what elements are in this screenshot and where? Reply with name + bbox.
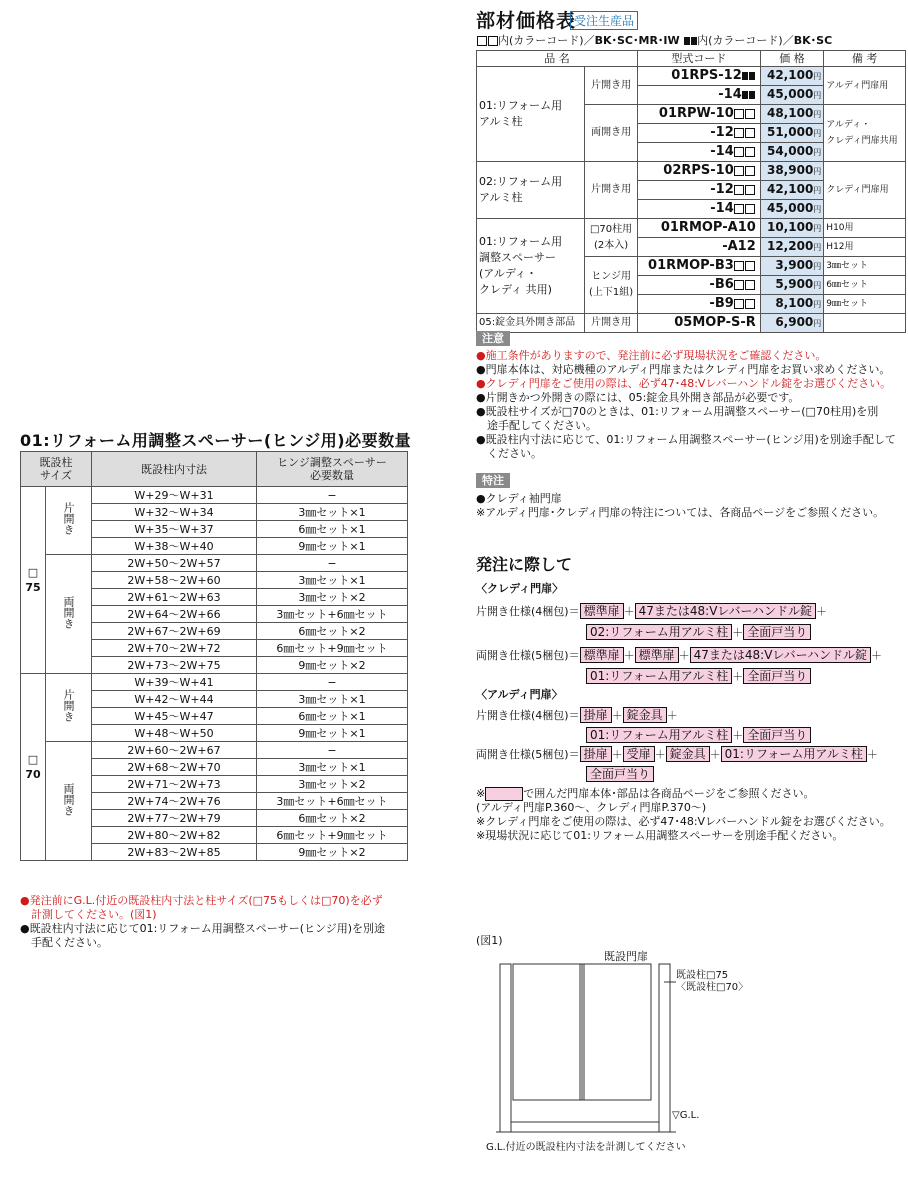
post-size: □ 70: [21, 674, 46, 861]
spacer-footnotes: [20, 894, 385, 950]
spacer-quantity: 9㎜セット×2: [257, 657, 408, 674]
remark: 9㎜セット: [824, 295, 906, 314]
product-name: 01:リフォーム用 アルミ柱: [477, 67, 585, 162]
caution-item: ください。: [476, 447, 542, 460]
price: 10,100円: [760, 219, 824, 238]
order-notes: ※ で囲んだ門扉本体･部品は各商品ページをご参照ください。 (アルディ門扉P.360〜、クレディ門扉P.370〜) ※クレディ門扉をご使用の際は、必ず47･48:Vレバーハンドル錠をお選びください。 ※現場状況に応じて01:リフォーム用調整スペーサーを別途手配ください。: [476, 787, 891, 842]
post-size-label: 既設柱□75 〈既設柱□70〉: [676, 970, 749, 993]
inner-dimension: W+29〜W+31: [92, 487, 257, 504]
open-type: [46, 674, 92, 742]
credi-single-spec: 片開き仕様(4梱包)＝ 標準扉 ＋ 47または48:Vレバーハンドル錠 ＋: [476, 604, 827, 618]
pink-box-sample: [485, 787, 523, 801]
header-name: 品 名: [477, 51, 638, 67]
price: 42,100円: [760, 181, 824, 200]
special-item: ●クレディ袖門扉: [476, 492, 562, 505]
black-mark-icon: [742, 91, 748, 99]
parts-row: [477, 314, 906, 333]
price: 8,100円: [760, 295, 824, 314]
model-code: -12: [637, 181, 760, 200]
special-item: ※アルディ門扉･クレディ門扉の特注については、各商品ページをご参照ください。: [476, 506, 885, 519]
square-mark-icon: [745, 280, 755, 290]
inner-dimension: 2W+83〜2W+85: [92, 844, 257, 861]
spacer-quantity: 3㎜セット×1: [257, 691, 408, 708]
yen-unit: 円: [813, 72, 822, 81]
spacer-quantity: 9㎜セット×2: [257, 844, 408, 861]
product-name: 02:リフォーム用 アルミ柱: [477, 162, 585, 219]
inner-dimension: W+48〜W+50: [92, 725, 257, 742]
price: 45,000円: [760, 86, 824, 105]
gl-label: ▽G.L.: [672, 1110, 700, 1121]
yen-unit: 円: [813, 262, 822, 271]
price: 42,100円: [760, 67, 824, 86]
yen-unit: 円: [813, 319, 822, 328]
spacer-row: [21, 555, 408, 572]
caution-list: [476, 349, 896, 461]
square-mark-icon: [745, 299, 755, 309]
price: 6,900円: [760, 314, 824, 333]
black-mark-icon: [749, 72, 755, 80]
inner-dimension: W+39〜W+41: [92, 674, 257, 691]
square-mark-icon: [734, 280, 744, 290]
caution-item: 途手配してください。: [476, 419, 597, 432]
caution-item: ●施工条件がありますので、発注前に必ず現場状況をご確認ください。: [476, 349, 827, 362]
open-type: [46, 742, 92, 861]
spacer-quantity: 6㎜セット×1: [257, 708, 408, 725]
inner-dimension: W+35〜W+37: [92, 521, 257, 538]
inner-dimension: 2W+73〜2W+75: [92, 657, 257, 674]
square-mark-icon: [734, 261, 744, 271]
spacer-foot-item: 計測してください。(図1): [20, 908, 157, 921]
square-mark-icon: [745, 147, 755, 157]
header-inner-dim: 既設柱内寸法: [92, 452, 257, 487]
header-price: 価 格: [760, 51, 824, 67]
square-mark-icon: [477, 36, 487, 46]
price: 51,000円: [760, 124, 824, 143]
product-sub: 片開き用: [585, 314, 638, 333]
model-code: 01RPS-12: [637, 67, 760, 86]
inner-dimension: 2W+58〜2W+60: [92, 572, 257, 589]
yen-unit: 円: [813, 110, 822, 119]
square-mark-icon: [488, 36, 498, 46]
figure-label: (図1): [476, 934, 503, 947]
yen-unit: 円: [813, 186, 822, 195]
parts-table-title: 部材価格表: [476, 10, 577, 32]
model-code: -12: [637, 124, 760, 143]
remark: 3㎜セット: [824, 257, 906, 276]
open-type-label: 両開き: [62, 595, 75, 629]
spacer-foot-item: ●既設柱内寸法に応じて01:リフォーム用調整スペーサー(ヒンジ用)を別途: [20, 922, 386, 935]
spacer-quantity: −: [257, 487, 408, 504]
credi-double-spec: 両開き仕様(5梱包)＝ 標準扉 ＋ 標準扉 ＋ 47または48:Vレバーハンドル錠 ＋: [476, 648, 882, 662]
spacer-quantity: −: [257, 555, 408, 572]
spacer-quantity: 6㎜セット×1: [257, 521, 408, 538]
header-post-size: 既設柱 サイズ: [21, 452, 92, 487]
square-mark-icon: [745, 185, 755, 195]
square-mark-icon: [745, 166, 755, 176]
price: 48,100円: [760, 105, 824, 124]
spacer-quantity: 3㎜セット×1: [257, 504, 408, 521]
caution-item: ●既設柱内寸法に応じて、01:リフォーム用調整スペーサー(ヒンジ用)を別途手配して: [476, 433, 896, 446]
open-type: [46, 487, 92, 555]
price: 38,900円: [760, 162, 824, 181]
square-mark-icon: [745, 128, 755, 138]
caution-item: ●既設柱サイズが□70のときは、01:リフォーム用調整スペーサー(□70柱用)を別: [476, 405, 879, 418]
yen-unit: 円: [813, 167, 822, 176]
ardi-heading: 〈アルディ門扉〉: [476, 688, 563, 701]
spacer-quantity: 3㎜セット+6㎜セット: [257, 606, 408, 623]
yen-unit: 円: [813, 300, 822, 309]
spacer-quantity: 3㎜セット×1: [257, 759, 408, 776]
square-mark-icon: [734, 128, 744, 138]
spacer-quantity-table: [20, 451, 408, 861]
spacer-table-title: 01:リフォーム用調整スペーサー(ヒンジ用)必要数量: [20, 431, 412, 450]
inner-dimension: 2W+80〜2W+82: [92, 827, 257, 844]
open-type-label: 片開き: [62, 689, 75, 722]
model-code: 02RPS-10: [637, 162, 760, 181]
caution-item: ●門扉本体は、対応機種のアルディ門扉またはクレディ門扉をお買い求めください。: [476, 363, 891, 376]
price: 5,900円: [760, 276, 824, 295]
yen-unit: 円: [813, 91, 822, 100]
product-sub: □70柱用 (2本入): [585, 219, 638, 257]
color-code-note: 内(カラーコード)／BK･SC･MR･IW 内(カラーコード)／BK･SC: [476, 32, 832, 48]
special-order-label: 特注: [476, 472, 510, 488]
inner-dimension: W+42〜W+44: [92, 691, 257, 708]
product-sub: 片開き用: [585, 162, 638, 219]
square-mark-icon: [734, 204, 744, 214]
spacer-quantity: 3㎜セット×2: [257, 776, 408, 793]
model-code: 01RMOP-A10: [637, 219, 760, 238]
spacer-quantity: 6㎜セット+9㎜セット: [257, 827, 408, 844]
credi-double-spec-cont: 01:リフォーム用アルミ柱 ＋ 全面戸当り: [586, 667, 811, 684]
open-type-label: 両開き: [62, 782, 75, 816]
header-spacer-qty: ヒンジ調整スペーサー 必要数量: [257, 452, 408, 487]
spacer-foot-item: ●発注前にG.L.付近の既設柱内寸法と柱サイズ(□75もしくは□70)を必ず: [20, 894, 383, 907]
product-sub: 両開き用: [585, 105, 638, 162]
square-mark-icon: [745, 204, 755, 214]
inner-dimension: W+38〜W+40: [92, 538, 257, 555]
inner-dimension: 2W+64〜2W+66: [92, 606, 257, 623]
square-mark-icon: [734, 185, 744, 195]
spacer-quantity: 6㎜セット×2: [257, 810, 408, 827]
open-type: [46, 555, 92, 674]
parts-row: [477, 219, 906, 238]
model-code: -14: [637, 200, 760, 219]
remark: H10用: [824, 219, 906, 238]
special-order-list: [476, 492, 884, 520]
open-type-label: 片開き: [62, 502, 75, 535]
yen-unit: 円: [813, 205, 822, 214]
caution-item: ●クレディ門扉をご使用の際は、必ず47･48:Vレバーハンドル錠をお選びください。: [476, 377, 892, 390]
yen-unit: 円: [813, 129, 822, 138]
spacer-quantity: 6㎜セット×2: [257, 623, 408, 640]
spacer-quantity: 9㎜セット×1: [257, 538, 408, 555]
caution-label: 注意: [476, 330, 510, 346]
product-sub: ヒンジ用 (上下1組): [585, 257, 638, 314]
remark: [824, 314, 906, 333]
inner-dimension: W+32〜W+34: [92, 504, 257, 521]
inner-dimension: 2W+70〜2W+72: [92, 640, 257, 657]
remark: アルディ・ クレディ門扉共用: [824, 105, 906, 162]
spacer-foot-item: 手配ください。: [20, 936, 108, 949]
yen-unit: 円: [813, 281, 822, 290]
credi-single-spec-cont: 02:リフォーム用アルミ柱 ＋ 全面戸当り: [586, 623, 811, 640]
price: 12,200円: [760, 238, 824, 257]
product-sub: 片開き用: [585, 67, 638, 105]
credi-heading: 〈クレディ門扉〉: [476, 582, 564, 595]
spacer-quantity: 6㎜セット+9㎜セット: [257, 640, 408, 657]
square-mark-icon: [745, 109, 755, 119]
model-code: -A12: [637, 238, 760, 257]
product-name: 05:錠金具外開き部品: [477, 314, 585, 333]
header-code: 型式コード: [637, 51, 760, 67]
spacer-row: [21, 674, 408, 691]
product-name: 01:リフォーム用 調整スペーサー (アルディ・ クレディ 共用): [477, 219, 585, 314]
header-note: 備 考: [824, 51, 906, 67]
caution-item: ●片開きかつ外開きの際には、05:錠金具外開き部品が必要です。: [476, 391, 800, 404]
ardi-single-spec-cont: 01:リフォーム用アルミ柱 ＋ 全面戸当り: [586, 726, 811, 743]
spacer-quantity: −: [257, 742, 408, 759]
square-mark-icon: [734, 299, 744, 309]
square-mark-icon: [734, 147, 744, 157]
spacer-quantity: −: [257, 674, 408, 691]
remark: アルディ門扉用: [824, 67, 906, 105]
inner-dimension: 2W+50〜2W+57: [92, 555, 257, 572]
square-mark-icon: [734, 166, 744, 176]
remark: H12用: [824, 238, 906, 257]
parts-price-table: [476, 50, 906, 333]
black-mark-icon: [691, 37, 697, 45]
spacer-row: [21, 742, 408, 759]
existing-door-label: 既設門扉: [604, 950, 648, 963]
spacer-quantity: 3㎜セット×2: [257, 589, 408, 606]
inner-dimension: 2W+71〜2W+73: [92, 776, 257, 793]
remark: 6㎜セット: [824, 276, 906, 295]
inner-dimension: 2W+77〜2W+79: [92, 810, 257, 827]
black-mark-icon: [684, 37, 690, 45]
inner-dimension: W+45〜W+47: [92, 708, 257, 725]
spacer-quantity: 3㎜セット×1: [257, 572, 408, 589]
inner-dimension: 2W+60〜2W+67: [92, 742, 257, 759]
black-mark-icon: [749, 91, 755, 99]
parts-row: [477, 162, 906, 181]
post-size: □ 75: [21, 487, 46, 674]
yen-unit: 円: [813, 243, 822, 252]
inner-dimension: 2W+68〜2W+70: [92, 759, 257, 776]
price: 45,000円: [760, 200, 824, 219]
inner-dimension: 2W+67〜2W+69: [92, 623, 257, 640]
spacer-quantity: 3㎜セット+6㎜セット: [257, 793, 408, 810]
ardi-single-spec: 片開き仕様(4梱包)＝ 掛扉 ＋ 錠金具 ＋: [476, 708, 678, 722]
ardi-double-spec: 両開き仕様(5梱包)＝ 掛扉 ＋ 受扉 ＋ 錠金具 ＋ 01:リフォーム用アルミ柱 ＋: [476, 747, 878, 761]
inner-dimension: 2W+61〜2W+63: [92, 589, 257, 606]
yen-unit: 円: [813, 224, 822, 233]
model-code: -14: [637, 143, 760, 162]
ardi-double-spec-cont: 全面戸当り: [586, 765, 654, 782]
parts-row: [477, 67, 906, 86]
model-code: 01RMOP-B3: [637, 257, 760, 276]
price: 3,900円: [760, 257, 824, 276]
made-to-order-badge: 受注生産品: [570, 11, 638, 30]
model-code: -B6: [637, 276, 760, 295]
order-section-title: 発注に際して: [476, 555, 573, 574]
square-mark-icon: [734, 109, 744, 119]
model-code: -14: [637, 86, 760, 105]
model-code: -B9: [637, 295, 760, 314]
model-code: 01RPW-10: [637, 105, 760, 124]
yen-unit: 円: [813, 148, 822, 157]
inner-dimension: 2W+74〜2W+76: [92, 793, 257, 810]
square-mark-icon: [745, 261, 755, 271]
measure-note: G.L.付近の既設柱内寸法を計測してください: [486, 1142, 686, 1153]
black-mark-icon: [742, 72, 748, 80]
spacer-row: [21, 487, 408, 504]
price: 54,000円: [760, 143, 824, 162]
spacer-quantity: 9㎜セット×1: [257, 725, 408, 742]
remark: クレディ門扉用: [824, 162, 906, 219]
model-code: 05MOP-S-R: [637, 314, 760, 333]
